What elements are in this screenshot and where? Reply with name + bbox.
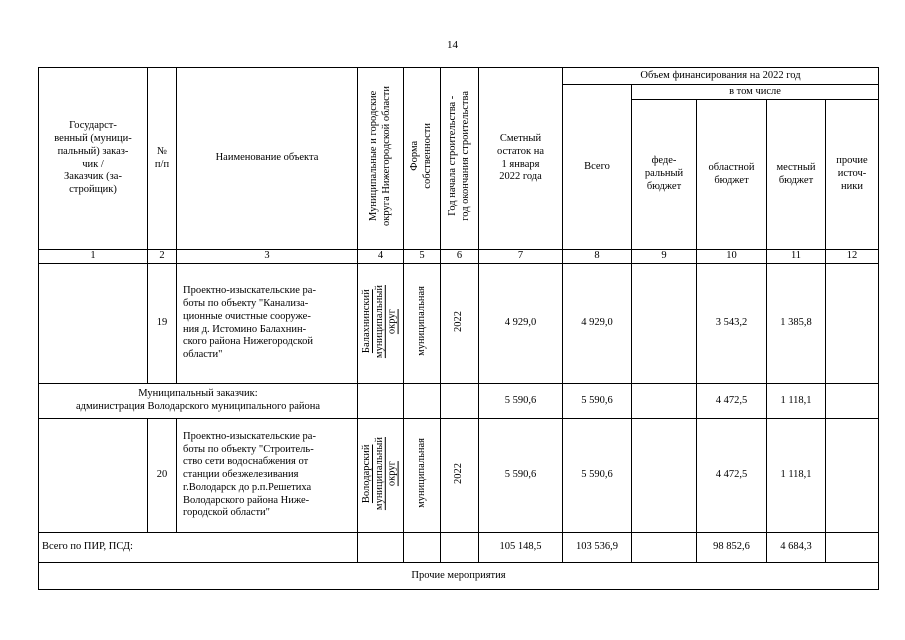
row-federal: [632, 264, 697, 384]
col-header-object-name: Наименование объекта: [177, 68, 358, 250]
row-year: [441, 419, 479, 533]
row-municipality-text: Балахнинский муниципальный округ: [361, 284, 398, 358]
row-other: [826, 264, 879, 384]
row-ownership-text: муниципальная: [415, 286, 427, 357]
col-header-federal: феде- ральный бюджет: [632, 100, 697, 250]
row-local: 1 118,1: [767, 419, 826, 533]
col-header-balance: Сметный остаток на 1 января 2022 года: [479, 68, 563, 250]
row-ownership: [404, 264, 441, 384]
column-number: 5: [404, 250, 441, 264]
section-title: Прочие мероприятия: [39, 563, 879, 590]
table-row: [39, 419, 879, 533]
row-customer-cell: [39, 264, 148, 384]
row-municipality-text: Володарский муниципальный округ: [361, 436, 398, 510]
row-year: [441, 264, 479, 384]
column-number: 6: [441, 250, 479, 264]
col-header-customer: Государст- венный (муници- пальный) заказ- чик / Заказчик (за- стройщик): [39, 68, 148, 250]
col-header-local: местный бюджет: [767, 100, 826, 250]
row-balance: 4 929,0: [479, 264, 563, 384]
column-number: 7: [479, 250, 563, 264]
summary-regional: 98 852,6: [697, 533, 767, 563]
column-number: 4: [358, 250, 404, 264]
col-header-ownership: [404, 68, 441, 250]
col-header-municipality: [358, 68, 404, 250]
row-year-text: 2022: [453, 462, 465, 484]
customer-other: [826, 384, 879, 419]
page-number: 14: [447, 39, 458, 51]
col-header-total: Всего: [563, 85, 632, 250]
row-customer-cell: [39, 419, 148, 533]
column-number: 2: [148, 250, 177, 264]
row-other: [826, 419, 879, 533]
col-header-num: № п/п: [148, 68, 177, 250]
column-number: 8: [563, 250, 632, 264]
summary-row: [39, 533, 879, 563]
column-number: 11: [767, 250, 826, 264]
summary-federal: [632, 533, 697, 563]
empty-cell: [441, 533, 479, 563]
column-number: 3: [177, 250, 358, 264]
header-row-1: [39, 68, 879, 85]
column-number: 12: [826, 250, 879, 264]
customer-federal: [632, 384, 697, 419]
column-number: 9: [632, 250, 697, 264]
summary-total: 103 536,9: [563, 533, 632, 563]
row-balance: 5 590,6: [479, 419, 563, 533]
row-regional: 4 472,5: [697, 419, 767, 533]
col-header-regional: областной бюджет: [697, 100, 767, 250]
summary-other: [826, 533, 879, 563]
row-total: 4 929,0: [563, 264, 632, 384]
row-federal: [632, 419, 697, 533]
row-num: 19: [148, 264, 177, 384]
row-ownership: [404, 419, 441, 533]
column-numbers-row: [39, 250, 879, 264]
empty-cell: [358, 384, 404, 419]
section-title-row: [39, 563, 879, 590]
customer-row: [39, 384, 879, 419]
column-number: 1: [39, 250, 148, 264]
customer-total: 5 590,6: [563, 384, 632, 419]
summary-balance: 105 148,5: [479, 533, 563, 563]
customer-label: Муниципальный заказчик: администрация Володарского муниципального района: [39, 384, 358, 419]
row-ownership-text: муниципальная: [415, 438, 427, 509]
row-local: 1 385,8: [767, 264, 826, 384]
row-municipality: [358, 264, 404, 384]
funding-table: [38, 67, 879, 590]
empty-cell: [441, 384, 479, 419]
row-regional: 3 543,2: [697, 264, 767, 384]
column-number: 10: [697, 250, 767, 264]
row-municipality: [358, 419, 404, 533]
col-header-years: [441, 68, 479, 250]
col-header-municipality-text: Муниципальные и городские округа Нижегородской области: [367, 86, 392, 227]
col-header-including: в том числе: [632, 85, 879, 100]
table-row: [39, 264, 879, 384]
row-total: 5 590,6: [563, 419, 632, 533]
row-year-text: 2022: [453, 310, 465, 332]
col-header-funding: Объем финансирования на 2022 год: [563, 68, 879, 85]
summary-local: 4 684,3: [767, 533, 826, 563]
empty-cell: [404, 533, 441, 563]
empty-cell: [358, 533, 404, 563]
customer-balance: 5 590,6: [479, 384, 563, 419]
row-object-name: Проектно-изыскательские ра- боты по объекту "Строитель- ство сети водоснабжения от станции обезжелезивания г.Володарск до р.п.Решетиха Володарского района Ниже- городской области": [177, 419, 358, 533]
row-object-name: Проектно-изыскательские ра- боты по объекту "Канализа- ционные очистные сооруже- ния д. Истомино Балахнин- ского района Нижегородской области": [177, 264, 358, 384]
col-header-other: прочие источ- ники: [826, 100, 879, 250]
customer-local: 1 118,1: [767, 384, 826, 419]
col-header-ownership-text: Форма собственности: [409, 123, 433, 189]
customer-regional: 4 472,5: [697, 384, 767, 419]
col-header-years-text: Год начала строительства - год окончания строительства: [446, 91, 471, 221]
empty-cell: [404, 384, 441, 419]
row-num: 20: [148, 419, 177, 533]
summary-label: Всего по ПИР, ПСД:: [39, 533, 358, 563]
